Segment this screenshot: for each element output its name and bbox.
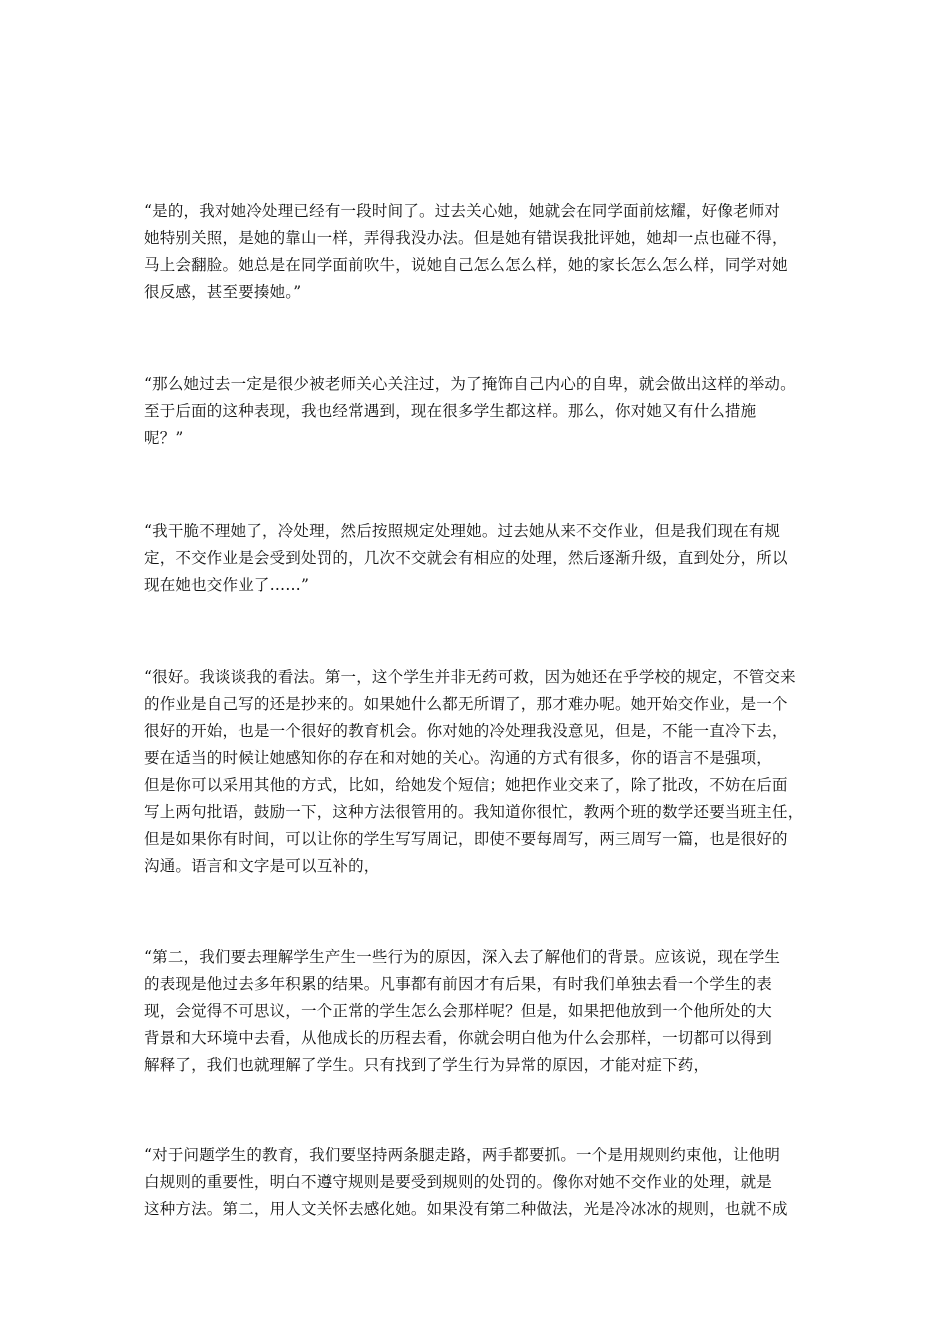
text-line: “很好。我谈谈我的看法。第一，这个学生并非无药可救，因为她还在乎学校的规定，不管交来	[144, 668, 796, 686]
text-line: “对于问题学生的教育，我们要坚持两条腿走路，两手都要抓。一个是用规则约束他，让他明	[144, 1146, 781, 1164]
text-line: 白规则的重要性，明白不遵守规则是要受到规则的处罚的。像你对她不交作业的处理，就是	[144, 1173, 773, 1191]
text-line: 要在适当的时候让她感知你的存在和对她的关心。沟通的方式有很多，你的语言不是强项，	[144, 749, 773, 767]
text-line: 很反感，甚至要揍她。”	[144, 283, 302, 301]
text-line: 很好的开始，也是一个很好的教育机会。你对她的冷处理我没意见，但是，不能一直冷下去，	[144, 722, 788, 740]
dialogue-paragraph-6	[144, 1142, 814, 1223]
text-line: 现，会觉得不可思议，一个正常的学生怎么会那样呢？但是，如果把他放到一个他所处的大	[144, 1002, 773, 1020]
dialogue-paragraph-1	[144, 198, 814, 306]
text-line: 但是如果你有时间，可以让你的学生写写周记，即使不要每周写，两三周写一篇，也是很好的	[144, 830, 788, 848]
text-line: 的作业是自己写的还是抄来的。如果她什么都无所谓了，那才难办呢。她开始交作业，是一个	[144, 695, 788, 713]
text-line: 她特别关照，是她的靠山一样，弄得我没办法。但是她有错误我批评她，她却一点也碰不得，	[144, 229, 788, 247]
dialogue-paragraph-3	[144, 518, 814, 599]
text-line: “是的，我对她冷处理已经有一段时间了。过去关心她，她就会在同学面前炫耀，好像老师对	[144, 202, 781, 220]
text-line: 但是你可以采用其他的方式，比如，给她发个短信；她把作业交来了，除了批改，不妨在后面	[144, 776, 788, 794]
text-line: 定，不交作业是会受到处罚的，几次不交就会有相应的处理，然后逐渐升级，直到处分，所以	[144, 549, 788, 567]
text-line: 呢？”	[144, 429, 184, 447]
dialogue-paragraph-5	[144, 944, 814, 1079]
text-line: “那么她过去一定是很少被老师关心关注过，为了掩饰自己内心的自卑，就会做出这样的举动。	[144, 375, 796, 393]
text-line: 解释了，我们也就理解了学生。只有找到了学生行为异常的原因，才能对症下药，	[144, 1056, 710, 1074]
dialogue-paragraph-4	[144, 664, 814, 880]
text-line: 的表现是他过去多年积累的结果。凡事都有前因才有后果，有时我们单独去看一个学生的表	[144, 975, 773, 993]
text-line: 至于后面的这种表现，我也经常遇到，现在很多学生都这样。那么，你对她又有什么措施	[144, 402, 757, 420]
text-line: 这种方法。第二，用人文关怀去感化她。如果没有第二种做法，光是冷冰冰的规则，也就不成	[144, 1200, 788, 1218]
text-line: “第二，我们要去理解学生产生一些行为的原因，深入去了解他们的背景。应该说，现在学生	[144, 948, 781, 966]
dialogue-paragraph-2	[144, 371, 814, 452]
text-line: 背景和大环境中去看，从他成长的历程去看，你就会明白他为什么会那样，一切都可以得到	[144, 1029, 773, 1047]
text-line: 写上两句批语，鼓励一下，这种方法很管用的。我知道你很忙，教两个班的数学还要当班主任，	[144, 803, 804, 821]
text-line: 现在她也交作业了……”	[144, 576, 310, 594]
text-line: 沟通。语言和文字是可以互补的，	[144, 857, 380, 875]
text-line: “我干脆不理她了，冷处理，然后按照规定处理她。过去她从来不交作业，但是我们现在有规	[144, 522, 781, 540]
text-line: 马上会翻脸。她总是在同学面前吹牛，说她自己怎么怎么样，她的家长怎么怎么样，同学对她	[144, 256, 788, 274]
